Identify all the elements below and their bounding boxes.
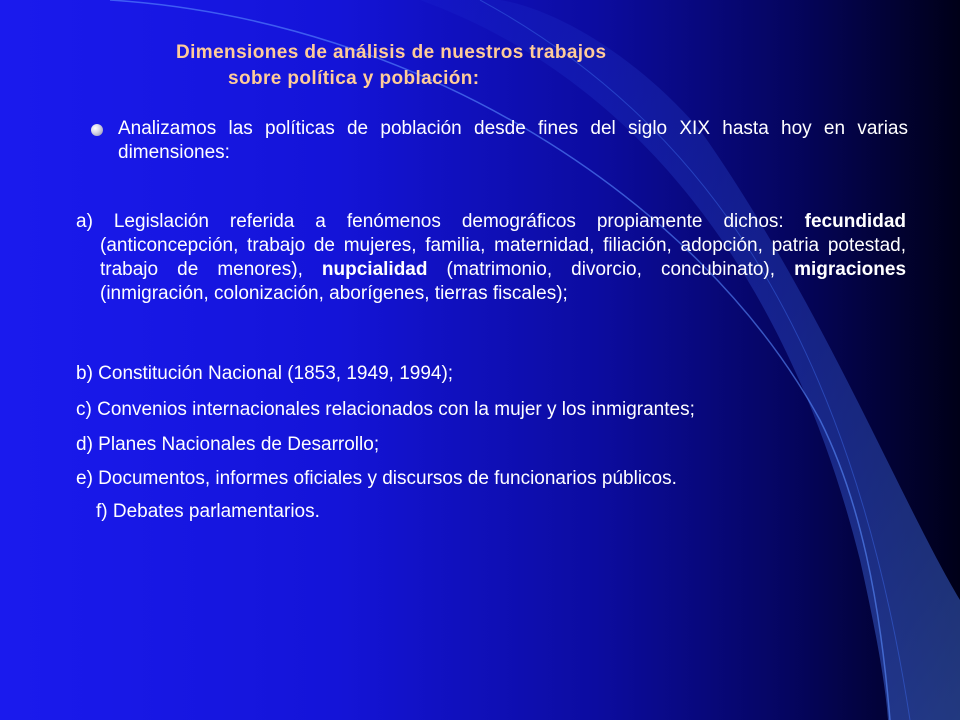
swoosh-line-2	[480, 0, 910, 720]
item-a-paragraph	[76, 210, 906, 306]
item-a-text-1: a) Legislación referida a fenómenos demográficos propiamente dichos:	[76, 211, 805, 232]
item-a-bold-fecundidad: fecundidad	[804, 211, 906, 232]
title-line-1: Dimensiones de análisis de nuestros trabajos	[176, 42, 607, 63]
swoosh-line	[110, 0, 890, 720]
item-e: e) Documentos, informes oficiales y discursos de funcionarios públicos.	[76, 468, 677, 489]
item-a-bold-nupcialidad: nupcialidad	[321, 259, 428, 280]
slide-title	[176, 40, 606, 92]
item-d: d) Planes Nacionales de Desarrollo;	[76, 434, 380, 455]
item-f: f) Debates parlamentarios.	[96, 501, 320, 522]
item-c: c) Convenios internacionales relacionados con la mujer y los inmigrantes;	[76, 399, 695, 420]
title-line-2: sobre política y población:	[228, 68, 480, 89]
item-a-bold-migraciones: migraciones	[794, 259, 907, 280]
swoosh-band	[420, 0, 960, 720]
item-b: b) Constitución Nacional (1853, 1949, 1994);	[76, 363, 454, 384]
bullet-dot-icon	[91, 124, 103, 136]
item-a-text-2: (anticoncepción, trabajo de mujeres, familia, maternidad, filiación, adopción, patria potestad, trabajo de menores),	[100, 235, 906, 280]
item-a-text-3: (matrimonio, divorcio, concubinato),	[427, 259, 795, 280]
bullet-intro-text: Analizamos las políticas de población desde fines del siglo XIX hasta hoy en varias dimensiones:	[118, 118, 908, 163]
item-a-text-4: (inmigración, colonización, aborígenes, tierras fiscales);	[100, 283, 568, 304]
